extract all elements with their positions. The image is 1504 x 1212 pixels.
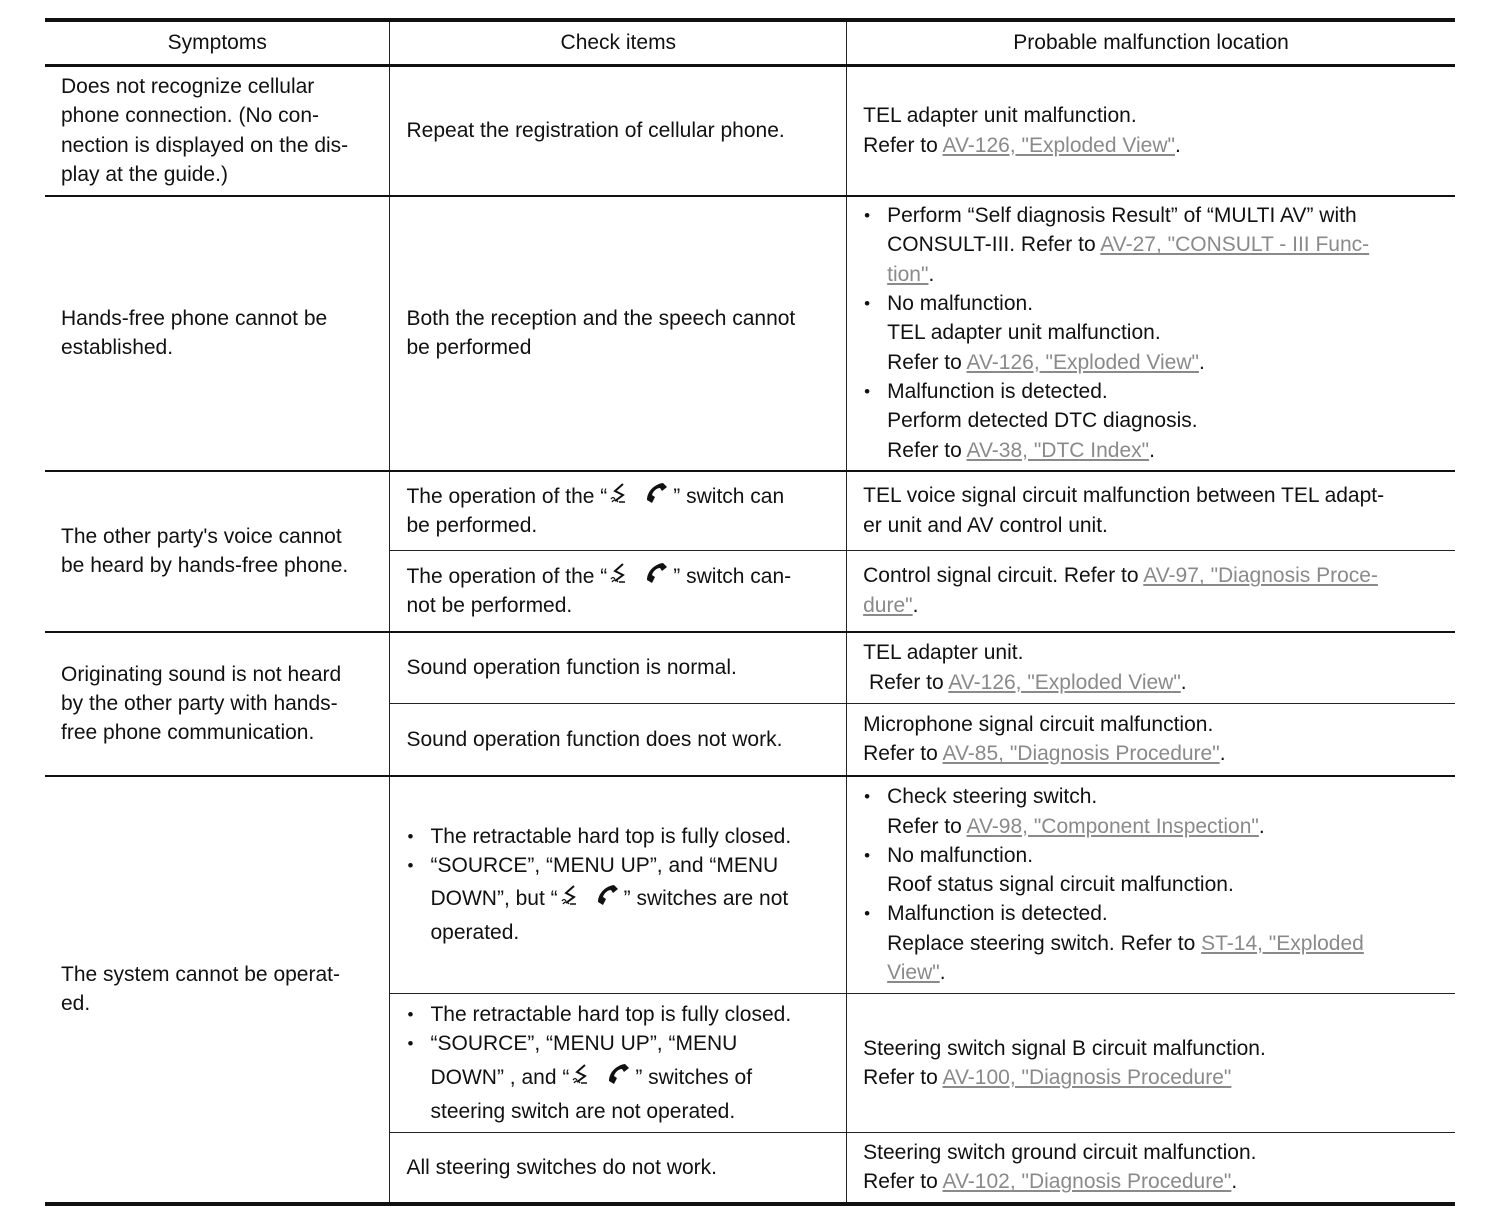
header-check-items: Check items bbox=[390, 20, 847, 66]
ref-link[interactable]: AV-126, "Exploded View" bbox=[948, 670, 1181, 694]
location-cell: Microphone signal circuit malfunction. Refer to AV-85, "Diagnosis Procedure". bbox=[847, 704, 1455, 776]
table-header-row bbox=[45, 20, 1455, 66]
check-item-cell: Sound operation function is normal. bbox=[390, 632, 847, 704]
ref-link[interactable]: AV-126, "Exploded View" bbox=[942, 133, 1175, 157]
symptom-cell: Originating sound is not heard by the other party with hands- free phone communication. bbox=[45, 632, 390, 776]
check-item-cell: All steering switches do not work. bbox=[390, 1133, 847, 1204]
table-row bbox=[45, 66, 1455, 196]
check-item-cell: The operation of the “ ” switch can be performed. bbox=[390, 471, 847, 551]
location-cell: TEL adapter unit. Refer to AV-126, "Exploded View". bbox=[847, 632, 1455, 704]
check-item-cell: • The retractable hard top is fully closed. • “SOURCE”, “MENU UP”, “MENU DOWN” , and “ ” switches of steering switch are not operated. bbox=[390, 994, 847, 1133]
phone-handset-icon bbox=[594, 883, 622, 907]
ref-link[interactable]: dure" bbox=[863, 593, 913, 617]
ref-link[interactable]: ST-14, "Exploded bbox=[1201, 931, 1364, 955]
phone-handset-icon bbox=[643, 561, 671, 585]
location-cell: Control signal circuit. Refer to AV-97, "Diagnosis Proce- dure". bbox=[847, 551, 1455, 632]
location-cell: TEL adapter unit malfunction. Refer to AV-126, "Exploded View". bbox=[847, 66, 1455, 196]
symptom-cell: The other party's voice cannot be heard by hands-free phone. bbox=[45, 471, 390, 632]
location-cell: • Check steering switch. Refer to AV-98, "Component Inspection". • No malfunction. Roof status signal circuit malfunction. • Malfunction is detected. Replace steering switch. Refer to ST-14, "Exploded View". bbox=[847, 776, 1455, 994]
phone-handset-icon bbox=[605, 1062, 633, 1086]
check-item-cell: Sound operation function does not work. bbox=[390, 704, 847, 776]
troubleshooting-table bbox=[45, 18, 1455, 1206]
check-item-cell: Both the reception and the speech cannot be performed bbox=[390, 196, 847, 471]
ref-link[interactable]: AV-100, "Diagnosis Procedure" bbox=[942, 1066, 1232, 1089]
ref-link[interactable]: AV-85, "Diagnosis Procedure" bbox=[942, 742, 1220, 766]
location-cell: Steering switch ground circuit malfunction. Refer to AV-102, "Diagnosis Procedure". bbox=[847, 1133, 1455, 1204]
ref-link[interactable]: AV-102, "Diagnosis Procedure" bbox=[942, 1170, 1232, 1194]
symptom-cell: The system cannot be operat- ed. bbox=[45, 776, 390, 1204]
ref-link[interactable]: AV-27, "CONSULT - III Func- bbox=[1100, 233, 1370, 257]
ref-link[interactable]: AV-97, "Diagnosis Proce- bbox=[1143, 564, 1378, 588]
ref-link[interactable]: AV-38, "DTC Index" bbox=[966, 438, 1150, 462]
ref-link[interactable]: View" bbox=[887, 960, 940, 984]
ref-link[interactable]: AV-98, "Component Inspection" bbox=[966, 814, 1259, 838]
symptom-cell: Does not recognize cellular phone connection. (No con- nection is displayed on the dis- play at the guide.) bbox=[45, 66, 390, 196]
location-cell: Steering switch signal B circuit malfunction. Refer to AV-100, "Diagnosis Procedure" bbox=[847, 994, 1455, 1133]
phone-handset-icon bbox=[643, 481, 671, 505]
check-item-cell: • The retractable hard top is fully closed. • “SOURCE”, “MENU UP”, and “MENU DOWN”, but “ ” switches are not operated. bbox=[390, 776, 847, 994]
header-symptoms: Symptoms bbox=[45, 20, 390, 66]
header-malfunction-location: Probable malfunction location bbox=[847, 20, 1455, 66]
check-item-cell: The operation of the “ ” switch can- not be performed. bbox=[390, 551, 847, 632]
location-cell: TEL voice signal circuit malfunction between TEL adapt- er unit and AV control unit. bbox=[847, 471, 1455, 551]
table-row bbox=[45, 196, 1455, 471]
troubleshooting-table-wrapper bbox=[45, 18, 1455, 1206]
ref-link[interactable]: AV-126, "Exploded View" bbox=[966, 350, 1199, 374]
table-row bbox=[45, 632, 1455, 704]
table-row bbox=[45, 471, 1455, 551]
check-item-cell: Repeat the registration of cellular phone. bbox=[390, 66, 847, 196]
ref-link[interactable]: tion" bbox=[887, 262, 929, 286]
symptom-cell: Hands-free phone cannot be established. bbox=[45, 196, 390, 471]
location-cell: • Perform “Self diagnosis Result” of “MULTI AV” with CONSULT-III. Refer to AV-27, "CONSULT - III Func- tion". • No malfunction. TEL adapter unit malfunction. Refer to AV-126, "Exploded View". • Malfunction is detected. Perform detected DTC diagnosis. Refer to AV-38, "DTC Index". bbox=[847, 196, 1455, 471]
table-row bbox=[45, 776, 1455, 994]
